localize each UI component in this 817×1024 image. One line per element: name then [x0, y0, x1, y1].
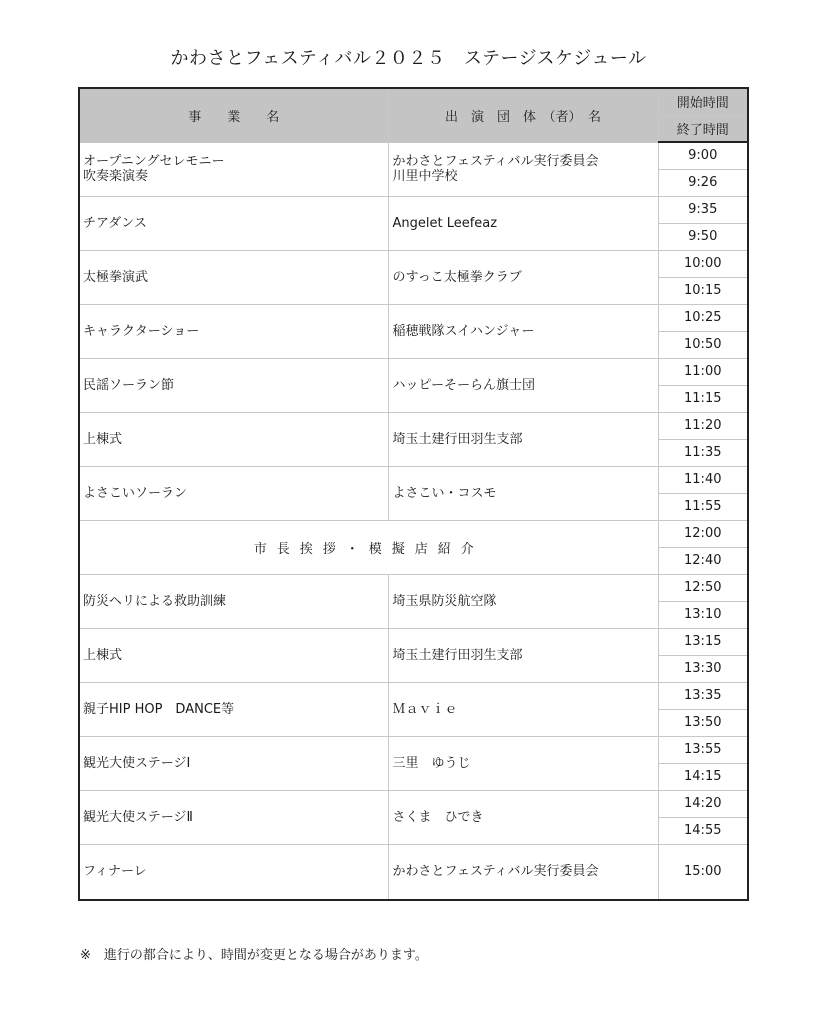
- performer-name: のすっこ太極拳クラブ: [388, 250, 658, 304]
- event-name: よさこいソーラン: [79, 466, 388, 520]
- end-time: 10:50: [658, 331, 748, 358]
- start-time: 14:20: [658, 790, 748, 817]
- start-time: 9:35: [658, 196, 748, 223]
- table-row: [79, 358, 748, 385]
- end-time: 11:35: [658, 439, 748, 466]
- schedule-table: [78, 87, 749, 901]
- event-name-line1: オープニングセレモニー: [83, 154, 225, 169]
- table-row: [79, 466, 748, 493]
- event-name-merged: 市長挨拶・模擬店紹介: [79, 520, 658, 574]
- end-time: 14:55: [658, 817, 748, 844]
- event-name: 観光大使ステージⅠ: [79, 736, 388, 790]
- start-time: 10:00: [658, 250, 748, 277]
- performer-name: さくま ひでき: [388, 790, 658, 844]
- end-time: 14:15: [658, 763, 748, 790]
- table-row: [79, 412, 748, 439]
- event-name-line2: 吹奏楽演奏: [83, 169, 149, 184]
- table-row: [79, 790, 748, 817]
- end-time: 11:15: [658, 385, 748, 412]
- performer-name: 稲穂戦隊スイハンジャー: [388, 304, 658, 358]
- header-start-time: 開始時間: [658, 88, 748, 115]
- start-time: 11:40: [658, 466, 748, 493]
- table-row: [79, 736, 748, 763]
- footnote: ※ 進行の都合により、時間が変更となる場合があります。: [80, 948, 428, 963]
- performer-name: 三里 ゆうじ: [388, 736, 658, 790]
- start-time: 13:35: [658, 682, 748, 709]
- start-time: 13:55: [658, 736, 748, 763]
- end-time: 13:50: [658, 709, 748, 736]
- event-name: 防災ヘリによる救助訓練: [79, 574, 388, 628]
- table-row: [79, 196, 748, 223]
- start-time: 12:50: [658, 574, 748, 601]
- event-name: 民謡ソーラン節: [79, 358, 388, 412]
- end-time: 13:30: [658, 655, 748, 682]
- end-time: 12:40: [658, 547, 748, 574]
- performer-name-line2: 川里中学校: [392, 169, 458, 184]
- start-time: 9:00: [658, 142, 748, 169]
- event-name: チアダンス: [79, 196, 388, 250]
- performer-name: 埼玉土建行田羽生支部: [388, 628, 658, 682]
- performer-name: 埼玉土建行田羽生支部: [388, 412, 658, 466]
- start-time: 13:15: [658, 628, 748, 655]
- header-performer-name: 出 演 団 体 （者） 名: [388, 88, 658, 142]
- table-row: [79, 250, 748, 277]
- performer-name: Ｍａｖｉｅ: [388, 682, 658, 736]
- page-title: かわさとフェスティバル２０２５ ステージスケジュール: [170, 48, 647, 69]
- end-time: 9:50: [658, 223, 748, 250]
- performer-name: ハッピーそーらん旗士団: [388, 358, 658, 412]
- header-event-name: 事 業 名: [79, 88, 388, 142]
- end-time: 13:10: [658, 601, 748, 628]
- event-name: 親子HIP HOP DANCE等: [79, 682, 388, 736]
- table-row: [79, 574, 748, 601]
- event-name: 観光大使ステージⅡ: [79, 790, 388, 844]
- table-row: [79, 844, 748, 900]
- table-row: [79, 304, 748, 331]
- performer-name: Angelet Leefeaz: [388, 196, 658, 250]
- table-row-merged: [79, 520, 748, 547]
- event-name: キャラクターショー: [79, 304, 388, 358]
- start-time: 15:00: [658, 844, 748, 900]
- end-time: 10:15: [658, 277, 748, 304]
- performer-name: よさこい・コスモ: [388, 466, 658, 520]
- header-end-time: 終了時間: [658, 115, 748, 142]
- end-time: 11:55: [658, 493, 748, 520]
- performer-name: 埼玉県防災航空隊: [388, 574, 658, 628]
- performer-name: かわさとフェスティバル実行委員会: [388, 844, 658, 900]
- start-time: 11:20: [658, 412, 748, 439]
- end-time: 9:26: [658, 169, 748, 196]
- table-row: [79, 142, 748, 169]
- event-name: [79, 142, 388, 196]
- start-time: 10:25: [658, 304, 748, 331]
- performer-name-line1: かわさとフェスティバル実行委員会: [392, 154, 599, 169]
- event-name: 太極拳演武: [79, 250, 388, 304]
- event-name: 上棟式: [79, 628, 388, 682]
- event-name: フィナーレ: [79, 844, 388, 900]
- start-time: 11:00: [658, 358, 748, 385]
- start-time: 12:00: [658, 520, 748, 547]
- table-row: [79, 682, 748, 709]
- performer-name: [388, 142, 658, 196]
- table-row: [79, 628, 748, 655]
- event-name: 上棟式: [79, 412, 388, 466]
